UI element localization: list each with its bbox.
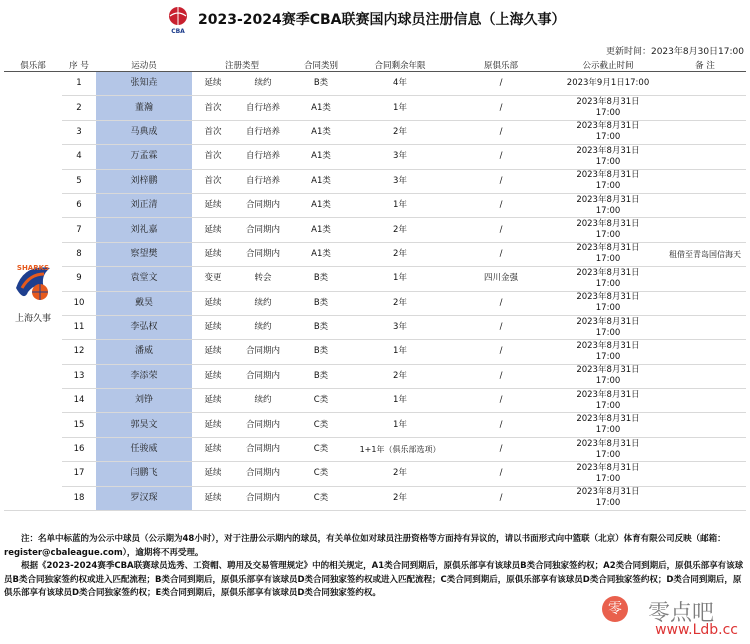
- publicity-deadline: 2023年9月1日17:00: [552, 72, 664, 96]
- reg-subtype: 自行培养: [234, 145, 292, 169]
- publicity-deadline: 2023年8月31日 17:00: [552, 120, 664, 144]
- reg-subtype: 合同期内: [234, 340, 292, 364]
- contract-years: 3年: [350, 145, 450, 169]
- update-time: 更新时间：2023年8月30日17:00: [605, 47, 744, 57]
- table-row: [4, 218, 746, 242]
- contract-category: B类: [292, 72, 350, 96]
- reg-subtype: 合同期内: [234, 242, 292, 266]
- player-name: 刘礼嘉: [96, 218, 192, 242]
- col-no: 序 号: [62, 58, 96, 72]
- reg-subtype: 自行培养: [234, 120, 292, 144]
- contract-years: 2年: [350, 462, 450, 486]
- row-no: 14: [62, 389, 96, 413]
- publicity-deadline: 2023年8月31日 17:00: [552, 437, 664, 461]
- reg-subtype: 续约: [234, 315, 292, 339]
- contract-category: A1类: [292, 218, 350, 242]
- contract-category: B类: [292, 291, 350, 315]
- row-no: 7: [62, 218, 96, 242]
- note: [664, 315, 746, 339]
- player-name: 马典成: [96, 120, 192, 144]
- original-club: /: [450, 437, 552, 461]
- contract-category: B类: [292, 364, 350, 388]
- row-no: 4: [62, 145, 96, 169]
- note: [664, 486, 746, 510]
- publicity-deadline: 2023年8月31日 17:00: [552, 315, 664, 339]
- contract-category: B类: [292, 315, 350, 339]
- contract-category: A1类: [292, 96, 350, 120]
- original-club: /: [450, 96, 552, 120]
- publicity-deadline: 2023年8月31日 17:00: [552, 145, 664, 169]
- contract-years: 2年: [350, 291, 450, 315]
- contract-years: 2年: [350, 218, 450, 242]
- original-club: /: [450, 218, 552, 242]
- row-no: 17: [62, 462, 96, 486]
- table-row: [4, 242, 746, 266]
- note: [664, 267, 746, 291]
- table-row: [4, 72, 746, 96]
- contract-years: 1年: [350, 389, 450, 413]
- reg-type: 首次: [192, 120, 234, 144]
- contract-years: 2年: [350, 486, 450, 510]
- reg-type: 延续: [192, 462, 234, 486]
- reg-subtype: 合同期内: [234, 193, 292, 217]
- original-club: /: [450, 389, 552, 413]
- publicity-deadline: 2023年8月31日 17:00: [552, 242, 664, 266]
- contract-category: C类: [292, 437, 350, 461]
- player-name: 张知垚: [96, 72, 192, 96]
- note: [664, 120, 746, 144]
- player-name: 李添荣: [96, 364, 192, 388]
- note: [664, 169, 746, 193]
- original-club: /: [450, 413, 552, 437]
- original-club: /: [450, 340, 552, 364]
- contract-category: C类: [292, 413, 350, 437]
- note-paragraph-1: 注：名单中标蓝的为公示中球员（公示期为48小时），对于注册公示期内的球员，有关单位如对球员注册资格等方面持有异议的，请以书面形式向中篮联（北京）体育有限公司反映（邮箱：register@cbaleague.com），逾期将不再受理。: [4, 534, 726, 558]
- row-no: 3: [62, 120, 96, 144]
- notes: [4, 533, 748, 601]
- original-club: /: [450, 193, 552, 217]
- table-row: [4, 413, 746, 437]
- player-name: 潘威: [96, 340, 192, 364]
- table-row: [4, 267, 746, 291]
- note: [664, 145, 746, 169]
- note: [664, 389, 746, 413]
- col-years: 合同剩余年限: [350, 58, 450, 72]
- reg-type: 延续: [192, 389, 234, 413]
- reg-subtype: 自行培养: [234, 96, 292, 120]
- table-row: [4, 340, 746, 364]
- reg-type: 延续: [192, 242, 234, 266]
- player-name: 刘正清: [96, 193, 192, 217]
- publicity-deadline: 2023年8月31日 17:00: [552, 486, 664, 510]
- contract-category: C类: [292, 462, 350, 486]
- player-name: 万孟霖: [96, 145, 192, 169]
- col-club: 俱乐部: [4, 58, 62, 72]
- col-reg-type: 注册类型: [192, 58, 292, 72]
- publicity-deadline: 2023年8月31日 17:00: [552, 340, 664, 364]
- row-no: 13: [62, 364, 96, 388]
- contract-category: C类: [292, 486, 350, 510]
- note: [664, 462, 746, 486]
- reg-type: 延续: [192, 218, 234, 242]
- sharks-logo-text: SHARKS: [16, 263, 50, 272]
- player-name: 郭昊文: [96, 413, 192, 437]
- table-row: [4, 145, 746, 169]
- note: [664, 218, 746, 242]
- table-row: [4, 364, 746, 388]
- contract-years: 1+1年（俱乐部选项）: [350, 437, 450, 461]
- table-row: [4, 193, 746, 217]
- reg-type: 延续: [192, 291, 234, 315]
- publicity-deadline: 2023年8月31日 17:00: [552, 96, 664, 120]
- original-club: /: [450, 169, 552, 193]
- table-header: [4, 58, 746, 72]
- reg-subtype: 合同期内: [234, 364, 292, 388]
- reg-subtype: 续约: [234, 389, 292, 413]
- player-name: 任骏威: [96, 437, 192, 461]
- row-no: 2: [62, 96, 96, 120]
- col-contract-cat: 合同类别: [292, 58, 350, 72]
- publicity-deadline: 2023年8月31日 17:00: [552, 291, 664, 315]
- original-club: /: [450, 315, 552, 339]
- reg-subtype: 续约: [234, 72, 292, 96]
- reg-type: 首次: [192, 145, 234, 169]
- player-name: 李弘权: [96, 315, 192, 339]
- player-name: 袁堂文: [96, 267, 192, 291]
- row-no: 16: [62, 437, 96, 461]
- row-no: 18: [62, 486, 96, 510]
- note: [664, 193, 746, 217]
- club-name: 上海久事: [14, 313, 51, 324]
- reg-subtype: 合同期内: [234, 486, 292, 510]
- reg-subtype: 合同期内: [234, 218, 292, 242]
- original-club: /: [450, 462, 552, 486]
- reg-subtype: 自行培养: [234, 169, 292, 193]
- table-row: [4, 169, 746, 193]
- player-name: 察望樊: [96, 242, 192, 266]
- contract-category: A1类: [292, 145, 350, 169]
- note: [664, 72, 746, 96]
- player-name: 刘梓鹏: [96, 169, 192, 193]
- table-row: [4, 120, 746, 144]
- row-no: 6: [62, 193, 96, 217]
- original-club: /: [450, 242, 552, 266]
- player-name: 闫鹏飞: [96, 462, 192, 486]
- reg-type: 首次: [192, 96, 234, 120]
- reg-type: 首次: [192, 169, 234, 193]
- contract-category: C类: [292, 389, 350, 413]
- sharks-logo: [10, 258, 56, 310]
- reg-type: 延续: [192, 340, 234, 364]
- original-club: 四川金强: [450, 267, 552, 291]
- watermark: [602, 596, 742, 640]
- reg-type: 延续: [192, 364, 234, 388]
- contract-years: 2年: [350, 120, 450, 144]
- row-no: 11: [62, 315, 96, 339]
- contract-years: 3年: [350, 315, 450, 339]
- col-deadline: 公示截止时间: [552, 58, 664, 72]
- note: [664, 96, 746, 120]
- original-club: /: [450, 145, 552, 169]
- player-name: 戴昊: [96, 291, 192, 315]
- contract-years: 1年: [350, 96, 450, 120]
- contract-years: 1年: [350, 267, 450, 291]
- row-no: 8: [62, 242, 96, 266]
- watermark-site: www.Ldb.cc: [655, 622, 738, 638]
- note: [664, 291, 746, 315]
- row-no: 5: [62, 169, 96, 193]
- original-club: /: [450, 486, 552, 510]
- contract-category: B类: [292, 340, 350, 364]
- contract-category: B类: [292, 267, 350, 291]
- publicity-deadline: 2023年8月31日 17:00: [552, 413, 664, 437]
- reg-subtype: 转会: [234, 267, 292, 291]
- player-name: 罗汉琛: [96, 486, 192, 510]
- reg-subtype: 合同期内: [234, 462, 292, 486]
- publicity-deadline: 2023年8月31日 17:00: [552, 462, 664, 486]
- note: [664, 364, 746, 388]
- watermark-circle: 零: [602, 596, 628, 622]
- table-row: [4, 315, 746, 339]
- original-club: /: [450, 120, 552, 144]
- contract-years: 1年: [350, 413, 450, 437]
- contract-category: A1类: [292, 120, 350, 144]
- col-orig-club: 原俱乐部: [450, 58, 552, 72]
- original-club: /: [450, 364, 552, 388]
- publicity-deadline: 2023年8月31日 17:00: [552, 364, 664, 388]
- col-player: 运动员: [96, 58, 192, 72]
- table-row: [4, 389, 746, 413]
- col-note: 备 注: [664, 58, 746, 72]
- reg-type: 延续: [192, 315, 234, 339]
- table-row: [4, 437, 746, 461]
- note: [664, 413, 746, 437]
- contract-years: 2年: [350, 364, 450, 388]
- reg-type: 延续: [192, 72, 234, 96]
- publicity-deadline: 2023年8月31日 17:00: [552, 218, 664, 242]
- registration-table: [4, 58, 746, 511]
- player-name: 董瀚: [96, 96, 192, 120]
- contract-years: 1年: [350, 340, 450, 364]
- original-club: /: [450, 291, 552, 315]
- reg-type: 延续: [192, 413, 234, 437]
- row-no: 15: [62, 413, 96, 437]
- table-row: [4, 291, 746, 315]
- note: [664, 437, 746, 461]
- reg-subtype: 续约: [234, 291, 292, 315]
- contract-category: A1类: [292, 169, 350, 193]
- publicity-deadline: 2023年8月31日 17:00: [552, 169, 664, 193]
- original-club: /: [450, 72, 552, 96]
- reg-type: 延续: [192, 193, 234, 217]
- title-row: [0, 4, 750, 34]
- publicity-deadline: 2023年8月31日 17:00: [552, 389, 664, 413]
- reg-type: 延续: [192, 437, 234, 461]
- reg-subtype: 合同期内: [234, 437, 292, 461]
- club-cell: [4, 72, 62, 511]
- table-row: [4, 96, 746, 120]
- contract-years: 1年: [350, 193, 450, 217]
- contract-years: 4年: [350, 72, 450, 96]
- table-row: [4, 462, 746, 486]
- note-paragraph-2: 根据《2023-2024赛季CBA联赛球员选秀、工资帽、聘用及交易管理规定》中的相关规定，A1类合同到期后，原俱乐部享有该球员B类合同独家签约权；A2类合同到期后，原俱乐部享有该球员B类合同独家签约权或进入匹配流程；B类合同到期后，原俱乐部享有该球员D类合同独家签约权或进入匹配流程；C类合同到期后，原俱乐部享有该球员D类合同独家签约权；D类合同到期后，原俱乐部享有该球员D类合同独家签约权；E类合同到期后，原俱乐部享有该球员D类合同独家签约权。: [4, 561, 744, 598]
- cba-logo: [166, 6, 190, 34]
- contract-years: 3年: [350, 169, 450, 193]
- row-no: 12: [62, 340, 96, 364]
- reg-type: 延续: [192, 486, 234, 510]
- note: [664, 340, 746, 364]
- contract-category: A1类: [292, 242, 350, 266]
- watermark-big: 零点吧: [647, 601, 714, 626]
- row-no: 1: [62, 72, 96, 96]
- contract-category: A1类: [292, 193, 350, 217]
- table-row: [4, 486, 746, 510]
- cba-logo-text: CBA: [171, 28, 185, 34]
- note: 租借至青岛国信海天: [664, 242, 746, 266]
- row-no: 9: [62, 267, 96, 291]
- reg-subtype: 合同期内: [234, 413, 292, 437]
- reg-type: 变更: [192, 267, 234, 291]
- publicity-deadline: 2023年8月31日 17:00: [552, 267, 664, 291]
- publicity-deadline: 2023年8月31日 17:00: [552, 193, 664, 217]
- contract-years: 2年: [350, 242, 450, 266]
- player-name: 刘铮: [96, 389, 192, 413]
- row-no: 10: [62, 291, 96, 315]
- page-title: 2023-2024赛季CBA联赛国内球员注册信息（上海久事）: [198, 12, 566, 28]
